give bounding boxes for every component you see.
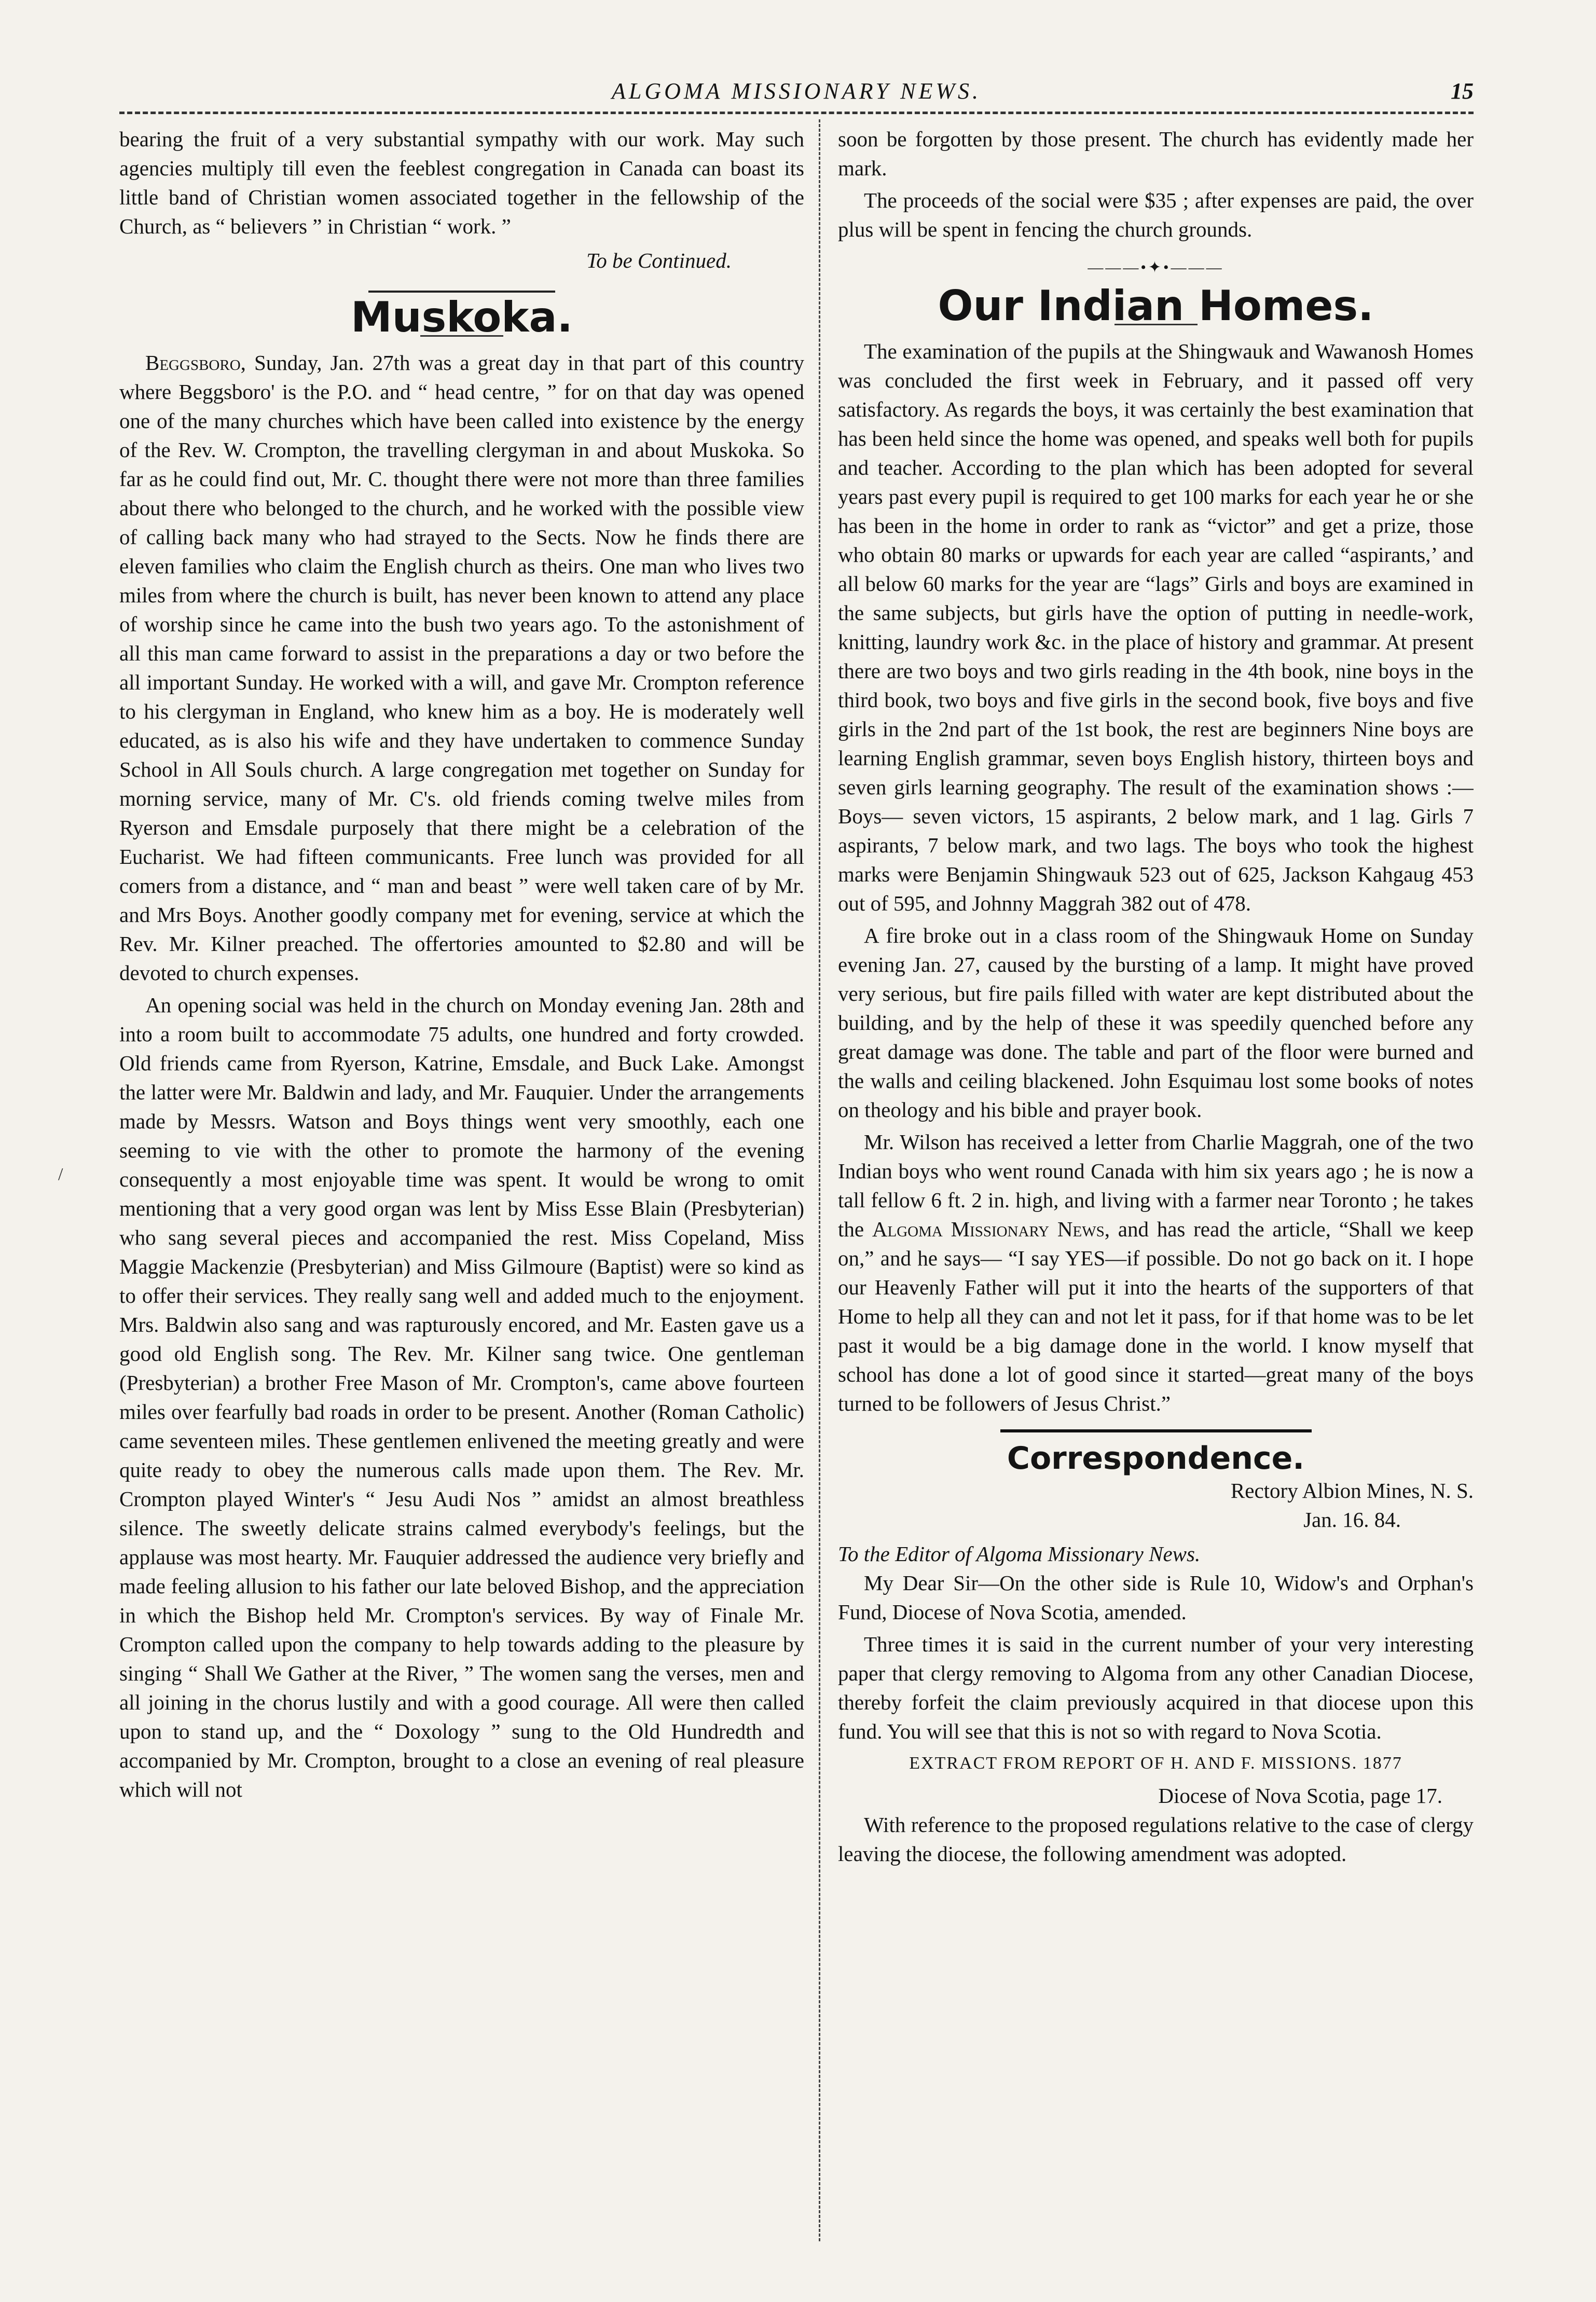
margin-mark: /	[58, 1165, 63, 1184]
indian-paragraph-3-b: and has read the article, “Shall we keep on,” and he says— “I say YES—if possible. Do not go back on it. I hope our Heavenly Father will put it into the hearts of the supporters of that Home to help all they can and not let it pass, for if that home was to be let past it would be a big damage done in the world. I know myself that school has done a lot of good since it started—great many of the boys turned to be followers of Jesus Christ.”	[838, 1217, 1474, 1415]
left-column	[119, 125, 804, 2252]
ornament-rule: ———•✦•———	[1088, 259, 1224, 276]
letter-paragraph-1: My Dear Sir—On the other side is Rule 10, Widow's and Orphan's Fund, Diocese of Nova Scotia, amended.	[838, 1571, 1474, 1624]
indian-paragraph-3	[838, 1127, 1474, 1418]
page-header	[119, 78, 1474, 114]
correspondence-heading: Correspondence.	[1007, 1440, 1305, 1477]
intro-paragraph: bearing the fruit of a very substantial sympathy with our work. May such agencies multiply till even the feeblest congregation in Canada can boast its little band of Christian women associated together in the fellowship of the Church, as “ believers ” in Christian “ work. ”	[119, 127, 804, 238]
to-be-continued: To be Continued.	[586, 249, 732, 272]
letter-address: Rectory Albion Mines, N. S.	[1230, 1479, 1474, 1502]
muskoka-heading: Muskoka.	[351, 293, 573, 341]
muskoka-paragraph-1	[119, 348, 804, 987]
section-rule	[368, 291, 555, 293]
right-column	[838, 125, 1474, 2252]
muskoka-paragraph-1-text: Sunday, Jan. 27th was a great day in that part of this country where Beggsboro' is the P.O. and “ head centre, ” for on that day was opened one of the many churches which have been called into existence by the energy of the Rev. W. Crompton, the travelling clergyman in and about Muskoka. So far as he could find out, Mr. C. thought there were not more than three families about there who belonged to the church, and he worked with the possible view of calling back many who had strayed to the Sects. Now he finds there are eleven families who claim the English church as theirs. One man who lives two miles from where the church is built, has never been known to attend any place of worship since he came into the bush two years ago. To the astonishment of all this man came forward to assist in the preparations a day or two before the all important Sunday. He worked with a will, and gave Mr. Crompton reference to his clergyman in England, who knew him as a boy. He is moderately well educated, as is also his wife and they have undertaken to commence Sunday School in All Souls church. A large congregation met together on Sunday for morning service, many of Mr. C's. old friends coming twelve miles from Ryerson and Emsdale purposely that there might be a celebration of the Eucharist. We had fifteen communicants. Free lunch was provided for all comers from a distance, and “ man and beast ” were well taken care of by Mr. and Mrs Boys. Another goodly company met for evening, service at which the Rev. Mr. Kilner preached. The offertories amounted to $2.80 and will be devoted to church expenses.	[119, 351, 804, 985]
muskoka-dateline: Beggsboro,	[145, 351, 246, 375]
extract-source: Diocese of Nova Scotia, page 17.	[1158, 1784, 1442, 1808]
paper-name: Algoma Missionary News,	[872, 1217, 1110, 1241]
extract-heading: EXTRACT FROM REPORT OF H. AND F. MISSIONS. 1877	[909, 1754, 1402, 1773]
letter-salutation-line: To the Editor of Algoma Missionary News.	[838, 1542, 1201, 1566]
indian-paragraph-3-a: Mr. Wilson has received a letter from Charlie Maggrah, one of the two Indian boys who went round Canada with him six years ago ; he is now a tall fellow 6 ft. 2 in. high, and living with a farmer near Toronto ; he takes the	[838, 1130, 1474, 1241]
header-rule	[119, 112, 1474, 114]
indian-homes-heading: Our Indian Homes.	[938, 282, 1374, 330]
continued-paragraph: soon be forgotten by those present. The church has evidently made her mark.	[838, 127, 1474, 180]
column-divider	[819, 119, 820, 2241]
page-number: 15	[1451, 78, 1474, 104]
indian-paragraph-1: The examination of the pupils at the Shingwauk and Wawanosh Homes was concluded the first week in February, and it passed off very satisfactory. As regards the boys, it was certainly the best examination that has been held since the home was opened, and speaks well both for pupils and teacher. According to the plan which has been adopted for several years past every pupil is required to get 100 marks for each year he or she has been in the home in order to rank as “victor” and get a prize, those who obtain 80 marks or upwards for each year are called “aspirants,’ and all below 60 marks for the year are “lags” Girls and boys are examined in the same subjects, but girls have the option of putting in needle-work, knitting, laundry work &c. in the place of history and grammar. At present there are two boys and two girls reading in the 4th book, nine boys in the third book, two boys and five girls in the second book, five boys and five girls in the 2nd part of the 1st book, the rest are beginners Nine boys are learning English grammar, seven boys English history, thirteen boys and seven girls learning geography. The result of the examination shows :—Boys— seven victors, 15 aspirants, 2 below mark, and 1 lag. Girls 7 aspirants, 7 below mark, and two lags. The boys who took the highest marks were Benjamin Shingwauk 523 out of 625, Jackson Kahgaug 453 out of 595, and Johnny Maggrah 382 out of 478.	[838, 339, 1474, 915]
running-title: ALGOMA MISSIONARY NEWS.	[611, 78, 982, 104]
section-rule	[1000, 1429, 1312, 1432]
extract-text: With reference to the proposed regulations relative to the case of clergy leaving the diocese, the following amendment was adopted.	[838, 1813, 1474, 1866]
letter-paragraph-2: Three times it is said in the current number of your very interesting paper that clergy removing to Algoma from any other Canadian Diocese, thereby forfeit the claim previously acquired in that diocese upon this fund. You will see that this is not so with regard to Nova Scotia.	[838, 1632, 1474, 1743]
letter-date: Jan. 16. 84.	[1303, 1508, 1401, 1532]
muskoka-paragraph-2: An opening social was held in the church on Monday evening Jan. 28th and into a room built to accommodate 75 adults, one hundred and forty crowded. Old friends came from Ryerson, Katrine, Emsdale, and Buck Lake. Amongst the latter were Mr. Baldwin and lady, and Mr. Fauquier. Under the arrangements made by Messrs. Watson and Boys things went very smoothly, each one seeming to vie with the other to promote the harmony of the evening consequently a most enjoyable time was spent. It would be wrong to omit mentioning that a very good organ was lent by Miss Esse Blain (Presbyterian) who sang several pieces and accompanied the rest. Miss Copeland, Miss Maggie Mackenzie (Presbyterian) and Miss Gilmoure (Baptist) were so kind as to offer their services. They really sang well and added much to the enjoyment. Mrs. Baldwin also sang and was rapturously encored, and Mr. Easten gave us a good old English song. The Rev. Mr. Kilner sang twice. One gentleman (Presbyterian) a brother Free Mason of Mr. Crompton's, came above fourteen miles over fearfully bad roads in order to be present. Another (Roman Catholic) came seventeen miles. These gentlemen enlivened the meeting greatly and were quite ready to obey the numerous calls made upon them. The Rev. Mr. Crompton played Winter's “ Jesu Audi Nos ” amidst an almost breathless silence. The sweetly delicate strains calmed everybody's feelings, but the applause was most hearty. Mr. Fauquier addressed the audience very briefly and made feeling allusion to his father our late beloved Bishop, and the appreciation in which the Bishop held Mr. Crompton's services. By way of Finale Mr. Crompton called upon the company to help towards adding to the pleasure by singing “ Shall We Gather at the River, ” The women sang the verses, men and all joining in the chorus lustily and with a good courage. All were then called upon to stand up, and the “ Doxology ” sung to the Old Hundredth and accompanied by Mr. Crompton, brought to a close an evening of real pleasure which will not	[119, 993, 804, 1801]
proceeds-paragraph: The proceeds of the social were $35 ; after expenses are paid, the over plus will be spent in fencing the church grounds.	[838, 188, 1474, 241]
indian-paragraph-2: A fire broke out in a class room of the Shingwauk Home on Sunday evening Jan. 27, caused by the bursting of a lamp. It might have proved very serious, but fire pails filled with water are kept distributed about the building, and by the help of these it was speedily quenched before any great damage was done. The table and part of the floor were burned and the walls and ceiling blackened. John Esquimau lost some books of notes on theology and his bible and prayer book.	[838, 923, 1474, 1122]
